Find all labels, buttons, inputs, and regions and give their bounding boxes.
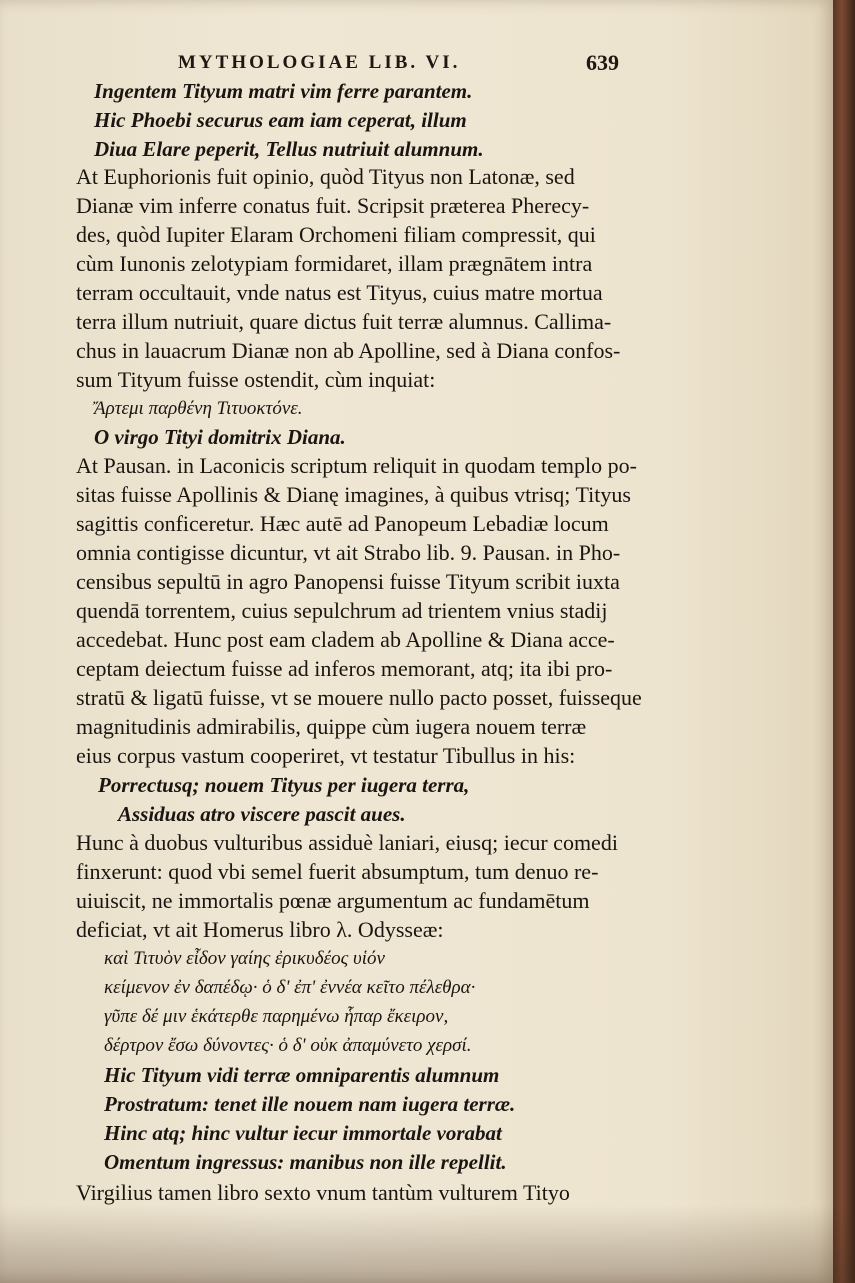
greek-verse-line: γῦπε δέ μιν ἑκάτερθε παρημένω ἧπαρ ἔκειρον,: [104, 1006, 449, 1027]
text-line: sagittis conficeretur. Hæc autē ad Panopeum Lebadiæ locum: [76, 511, 609, 536]
verse-line: Omentum ingressus: manibus non ille repellit.: [104, 1150, 507, 1174]
verse-line: Hic Phoebi securus eam iam ceperat, illum: [94, 108, 467, 132]
text-line: deficiat, vt ait Homerus libro λ. Odysseæ:: [76, 917, 444, 942]
text-line: sitas fuisse Apollinis & Dianę imagines, à quibus vtrisq; Tityus: [76, 482, 631, 507]
text-line: stratū & ligatū fuisse, vt se mouere nullo pacto posset, fuisseque: [76, 685, 642, 710]
greek-verse-line: καὶ Τιτυὸν εἶδον γαίης ἐρικυδέος υἱόν: [104, 948, 385, 969]
greek-verse-line: δέρτρον ἔσω δύνοντες· ὁ δ' οὐκ ἀπαμύνετο χερσί.: [104, 1035, 472, 1056]
text-line: eius corpus vastum cooperiret, vt testatur Tibullus in his:: [76, 743, 576, 768]
text-line: At Pausan. in Laconicis scriptum reliquit in quodam templo po-: [76, 453, 637, 478]
verse-line: Hic Tityum vidi terræ omniparentis alumnum: [104, 1063, 500, 1087]
greek-verse-line: Ἄρτεμι παρθένη Τιτυοκτόνε.: [94, 398, 303, 419]
running-title: MYTHOLOGIAE LIB. VI.: [178, 52, 461, 73]
verse-line: Hinc atq; hinc vultur iecur immortale vorabat: [104, 1121, 502, 1145]
text-line: accedebat. Hunc post eam cladem ab Apolline & Diana acce-: [76, 627, 615, 652]
text-line: At Euphorionis fuit opinio, quòd Tityus non Latonæ, sed: [76, 164, 575, 189]
text-line: magnitudinis admirabilis, quippe cùm iugera nouem terræ: [76, 714, 587, 739]
text-line: des, quòd Iupiter Elaram Orchomeni filiam compressit, qui: [76, 222, 596, 247]
text-line: finxerunt: quod vbi semel fuerit absumptum, tum denuo re-: [76, 859, 599, 884]
verse-line: Prostratum: tenet ille nouem nam iugera terræ.: [104, 1092, 516, 1116]
text-line: omnia contigisse dicuntur, vt ait Strabo lib. 9. Pausan. in Pho-: [76, 540, 621, 565]
text-line: sum Tityum fuisse ostendit, cùm inquiat:: [76, 367, 436, 392]
text-line: terra illum nutriuit, quare dictus fuit terræ alumnus. Callima-: [76, 309, 612, 334]
text-line: quendā torrentem, cuius sepulchrum ad trientem vnius stadij: [76, 598, 608, 623]
page-number: 639: [586, 50, 619, 75]
text-line: Dianæ vim inferre conatus fuit. Scripsit præterea Pherecy-: [76, 193, 590, 218]
text-line: chus in lauacrum Dianæ non ab Apolline, sed à Diana confos-: [76, 338, 621, 363]
text-line: cùm Iunonis zelotypiam formidaret, illam prægnātem intra: [76, 251, 593, 276]
text-line: Virgilius tamen libro sexto vnum tantùm vulturem Tityo: [76, 1180, 570, 1205]
text-line: ceptam deiectum fuisse ad inferos memorant, atq; ita ibi pro-: [76, 656, 613, 681]
text-line: terram occultauit, vnde natus est Tityus, cuius matre mortua: [76, 280, 603, 305]
greek-verse-line: κείμενον ἐν δαπέδῳ· ὁ δ' ἐπ' ἐννέα κεῖτο πέλεθρα·: [104, 977, 476, 998]
verse-line: Ingentem Tityum matri vim ferre parantem.: [94, 79, 473, 103]
verse-line: Assiduas atro viscere pascit aues.: [118, 802, 406, 826]
verse-line: Diua Elare peperit, Tellus nutriuit alumnum.: [94, 137, 484, 161]
verse-line: Porrectusq; nouem Tityus per iugera terra,: [98, 773, 470, 797]
verse-line: O virgo Tityi domitrix Diana.: [94, 425, 346, 449]
text-line: Hunc à duobus vulturibus assiduè laniari, eiusq; iecur comedi: [76, 830, 618, 855]
text-line: censibus sepultū in agro Panopensi fuisse Tityum scribit iuxta: [76, 569, 620, 594]
book-cover-edge: [833, 0, 855, 1283]
text-line: uiuiscit, ne immortalis pœnæ argumentum ac fundamētum: [76, 888, 590, 913]
